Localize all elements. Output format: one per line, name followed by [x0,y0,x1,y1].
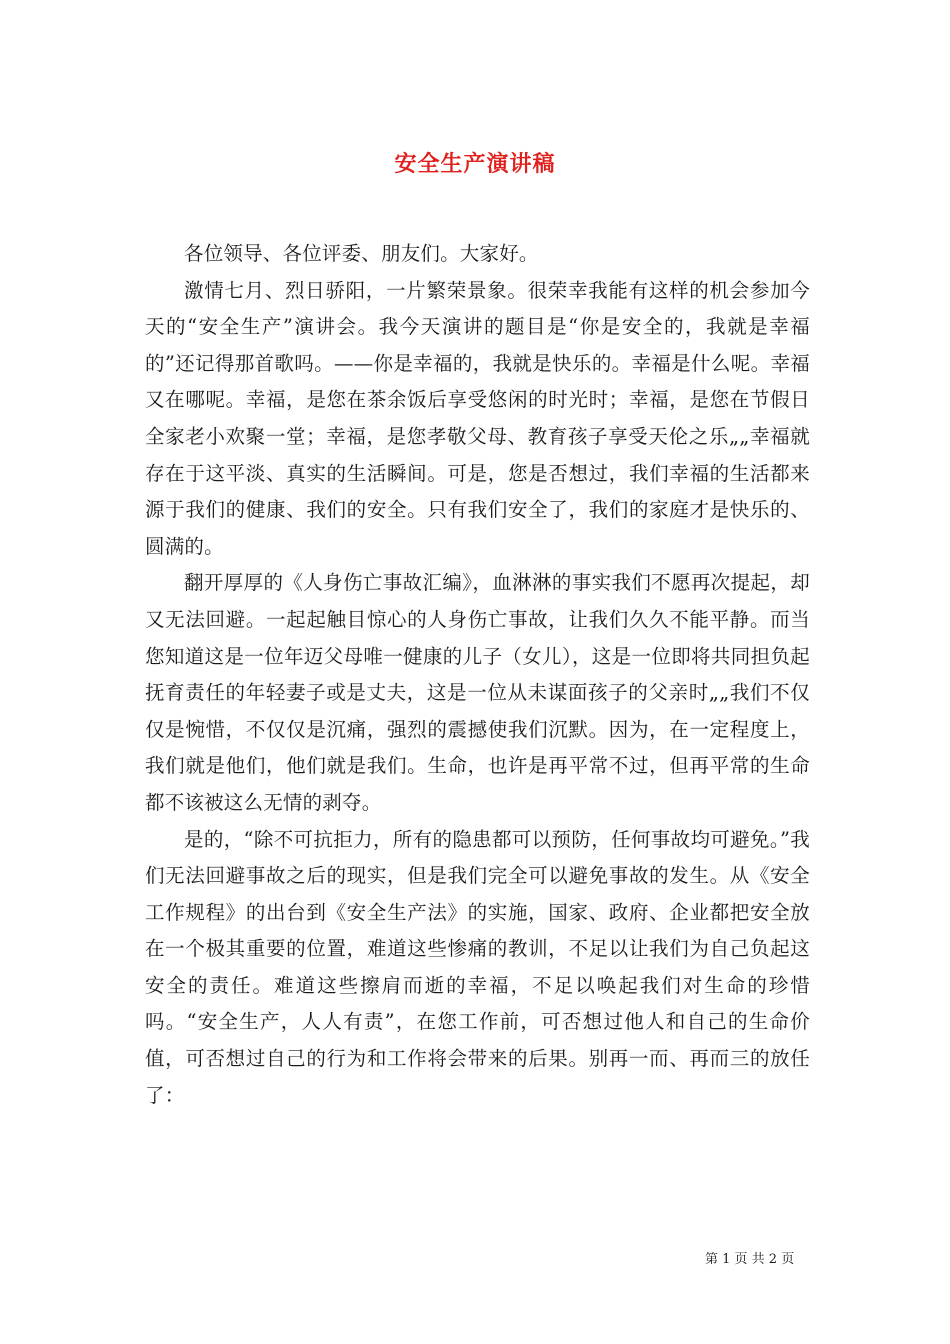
body-paragraph: 是的，“除不可抗拒力，所有的隐患都可以预防，任何事故均可避免。”我们无法回避事故之后的现实，但是我们完全可以避免事故的发生。从《安全工作规程》的出台到《安全生产法》的实施，国家、政府、企业都把安全放在一个极其重要的位置，难道这些惨痛的教训，不足以让我们为自己负起这安全的责任。难道这些擦肩而逝的幸福，不足以唤起我们对生命的珍惜吗。“安全生产，人人有责”，在您工作前，可否想过他人和自己的生命价值，可否想过自己的行为和工作将会带来的后果。别再一而、再而三的放任了： [145,827,810,1107]
page-number: 第 1 页 共 2 页 [705,1252,795,1267]
document-title: 安全生产演讲稿 [394,150,556,177]
body-paragraph: 激情七月、烈日骄阳，一片繁荣景象。很荣幸我能有这样的机会参加今天的“安全生产”演讲会。我今天演讲的题目是“你是安全的，我就是幸福的”还记得那首歌吗。——你是幸福的，我就是快乐的。幸福是什么呢。幸福又在哪呢。幸福，是您在茶余饭后享受悠闲的时光时；幸福，是您在节假日全家老小欢聚一堂；幸福，是您孝敬父母、教育孩子享受天伦之乐„„幸福就存在于这平淡、真实的生活瞬间。可是，您是否想过，我们幸福的生活都来源于我们的健康、我们的安全。只有我们安全了，我们的家庭才是快乐的、圆满的。 [145,278,810,558]
body-paragraph: 翻开厚厚的《人身伤亡事故汇编》，血淋淋的事实我们不愿再次提起，却又无法回避。一起起触目惊心的人身伤亡事故，让我们久久不能平静。而当您知道这是一位年迈父母唯一健康的儿子（女儿），这是一位即将共同担负起抚育责任的年轻妻子或是丈夫，这是一位从未谋面孩子的父亲时„„我们不仅仅是惋惜，不仅仅是沉痛，强烈的震撼使我们沉默。因为，在一定程度上，我们就是他们，他们就是我们。生命，也许是再平常不过，但再平常的生命都不该被这么无情的剥夺。 [145,571,810,814]
greeting-paragraph: 各位领导、各位评委、朋友们。大家好。 [184,242,539,265]
document-body [145,236,810,1114]
